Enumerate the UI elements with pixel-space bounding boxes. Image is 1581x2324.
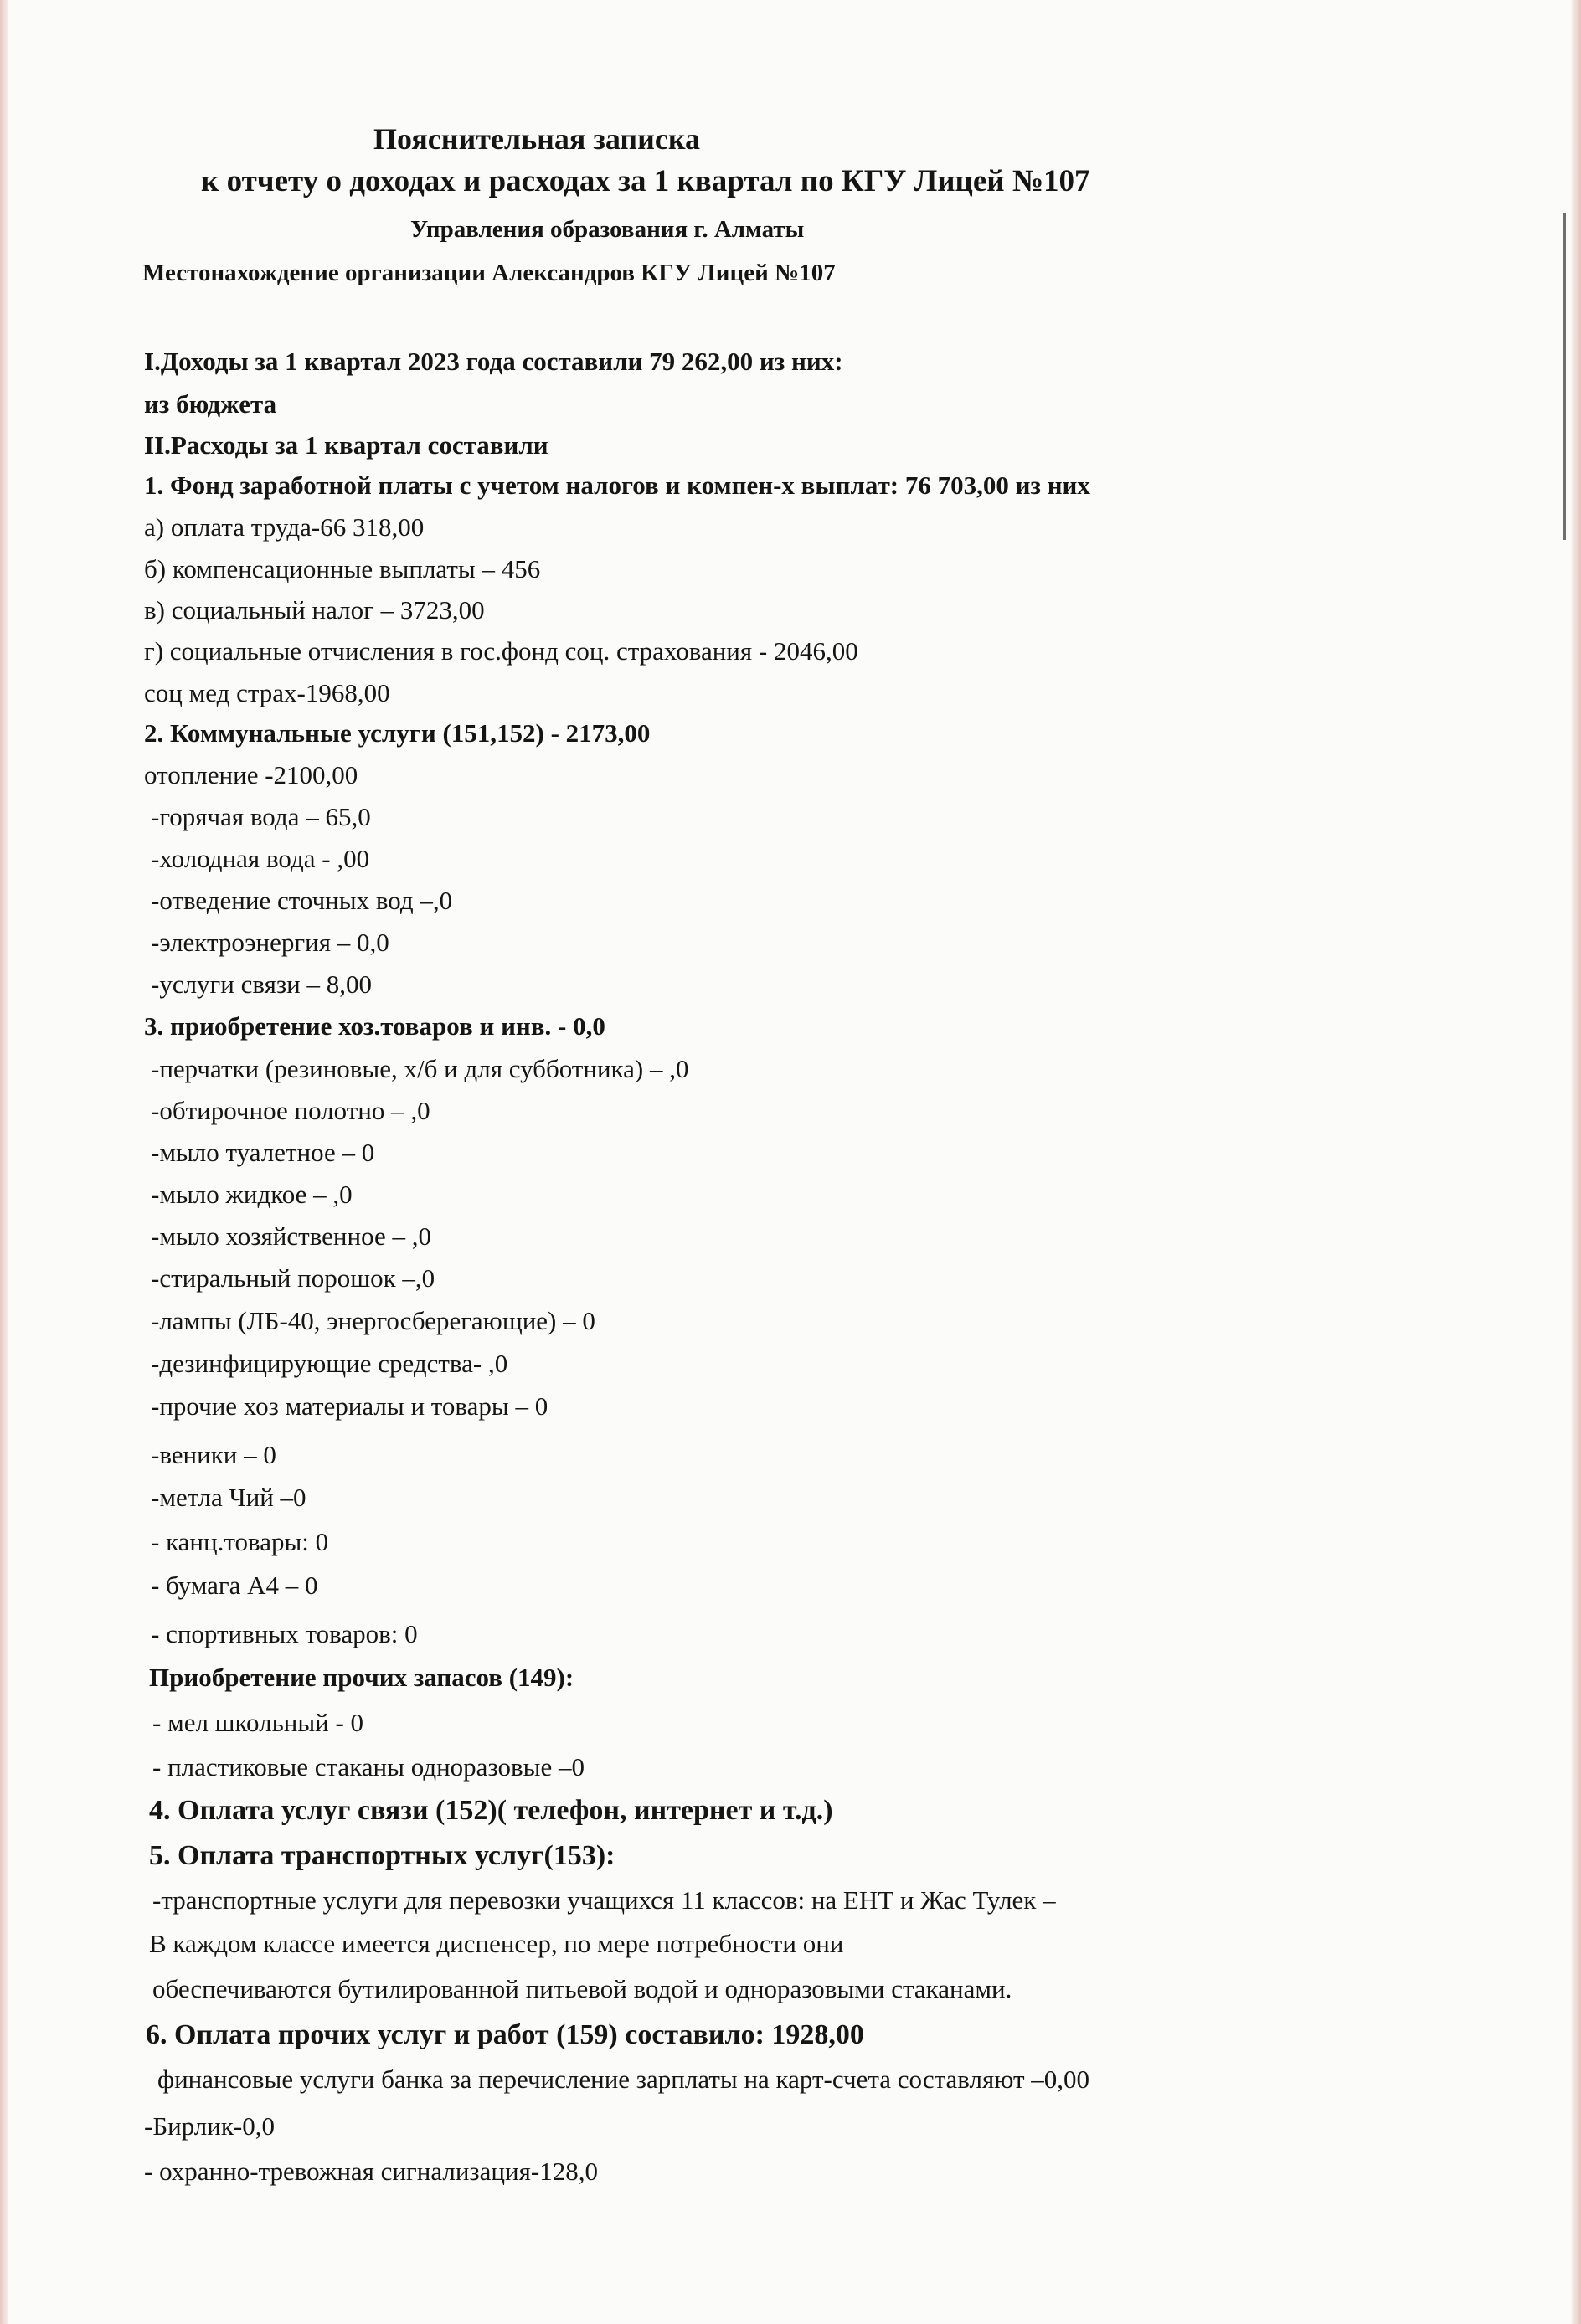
household-item: -метла Чий –0 [151, 1483, 306, 1512]
payroll-heading: 1. Фонд заработной платы с учетом налогов и компен-х выплат: 76 703,00 из них [144, 470, 1090, 500]
utilities-item: -отведение сточных вод –,0 [151, 886, 453, 915]
income-line: I.Доходы за 1 квартал 2023 года составили 79 262,00 из них: [144, 347, 843, 376]
other-stock-heading: Приобретение прочих запасов (149): [149, 1663, 574, 1692]
other-services-item: - охранно-тревожная сигнализация-128,0 [144, 2157, 598, 2186]
household-item: -обтирочное полотно – ,0 [151, 1096, 430, 1125]
other-services-item: -Бирлик-0,0 [144, 2111, 275, 2141]
payroll-item: соц мед страх-1968,00 [144, 678, 390, 707]
document-subtitle: к отчету о доходах и расходах за 1 квартал по КГУ Лицей №107 [201, 164, 1090, 198]
household-item: -мыло жидкое – ,0 [151, 1180, 353, 1209]
transport-item: В каждом классе имеется диспенсер, по мере потребности они [149, 1929, 844, 1958]
payroll-item: а) оплата труда-66 318,00 [144, 512, 425, 542]
utilities-item: -горячая вода – 65,0 [151, 802, 371, 831]
other-stock-item: - мел школьный - 0 [152, 1708, 364, 1737]
transport-heading: 5. Оплата транспортных услуг(153): [149, 1840, 615, 1871]
utilities-item: -холодная вода - ,00 [151, 844, 370, 873]
household-item: -перчатки (резиновые, х/б и для субботника) – ,0 [151, 1054, 689, 1083]
payroll-item: г) социальные отчисления в гос.фонд соц. страхования - 2046,00 [144, 636, 858, 666]
household-heading: 3. приобретение хоз.товаров и инв. - 0,0 [144, 1011, 605, 1041]
household-item: - бумага А4 – 0 [151, 1571, 318, 1600]
household-item: -прочие хоз материалы и товары – 0 [151, 1391, 548, 1421]
department-line: Управления образования г. Алматы [410, 216, 805, 243]
household-item: - канц.товары: 0 [151, 1527, 329, 1556]
utilities-heading: 2. Коммунальные услуги (151,152) - 2173,00 [144, 718, 651, 748]
household-item: -лампы (ЛБ-40, энергосберегающие) – 0 [151, 1306, 595, 1335]
utilities-item: отопление -2100,00 [144, 760, 358, 789]
document-title: Пояснительная записка [373, 122, 701, 156]
from-budget-line: из бюджета [144, 389, 277, 419]
expenses-line: II.Расходы за 1 квартал составили [144, 430, 548, 460]
transport-item: -транспортные услуги для перевозки учащихся 11 классов: на ЕНТ и Жас Тулек – [152, 1885, 1056, 1915]
household-item: -стиральный порошок –,0 [151, 1263, 435, 1293]
other-services-item: финансовые услуги банка за перечисление зарплаты на карт-счета составляют –0,00 [157, 2064, 1090, 2094]
transport-item: обеспечиваются бутилированной питьевой водой и одноразовыми стаканами. [152, 1974, 1012, 2003]
utilities-item: -электроэнергия – 0,0 [151, 928, 389, 957]
location-line: Местонахождение организации Александров КГУ Лицей №107 [142, 260, 836, 286]
household-item: -дезинфицирующие средства- ,0 [151, 1349, 508, 1378]
household-item: - спортивных товаров: 0 [151, 1619, 418, 1648]
household-item: -мыло туалетное – 0 [151, 1138, 375, 1167]
utilities-item: -услуги связи – 8,00 [151, 969, 372, 999]
payroll-item: б) компенсационные выплаты – 456 [144, 554, 541, 584]
payroll-item: в) социальный налог – 3723,00 [144, 595, 485, 625]
other-services-heading: 6. Оплата прочих услуг и работ (159) составило: 1928,00 [146, 2019, 864, 2050]
communication-heading: 4. Оплата услуг связи (152)( телефон, интернет и т.д.) [149, 1795, 833, 1826]
household-item: -веники – 0 [151, 1440, 276, 1469]
other-stock-item: - пластиковые стаканы одноразовые –0 [152, 1752, 585, 1782]
household-item: -мыло хозяйственное – ,0 [151, 1221, 431, 1251]
